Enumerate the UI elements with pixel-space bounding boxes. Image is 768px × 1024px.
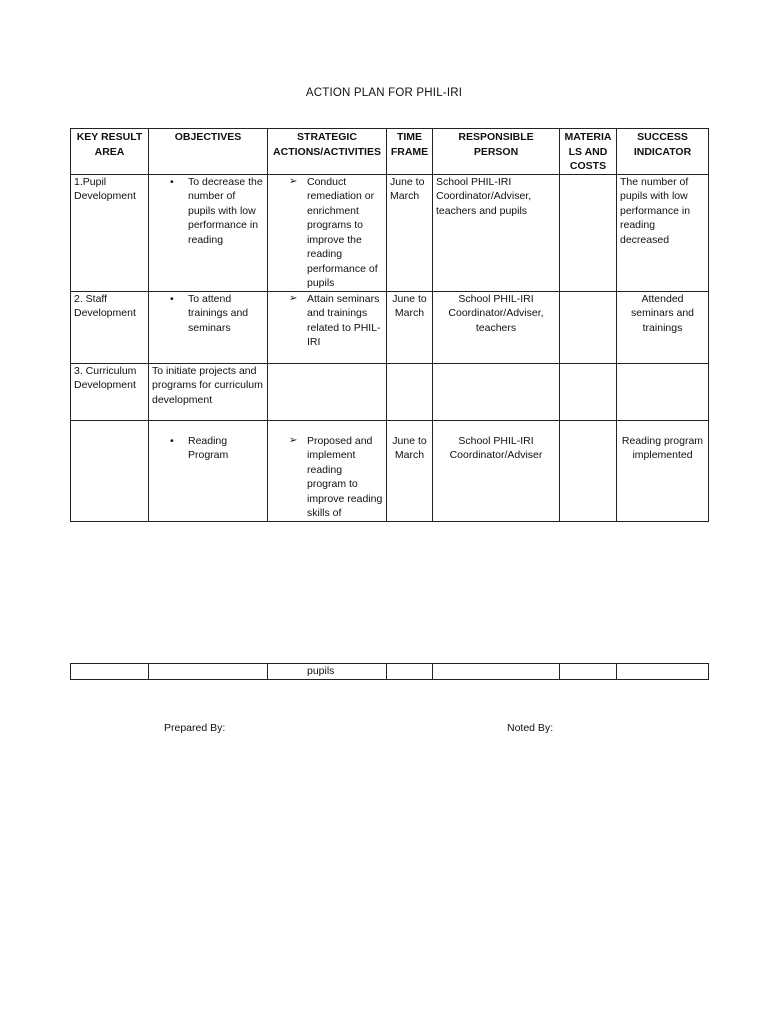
cell-action — [268, 363, 387, 420]
header-key-result-area: KEY RESULT AREA — [71, 129, 149, 175]
cell-success-indicator — [617, 363, 709, 420]
header-time-frame: TIME FRAME — [387, 129, 433, 175]
document-title: ACTION PLAN FOR PHIL-IRI — [305, 87, 463, 99]
header-responsible-person: RESPONSIBLE PERSON — [433, 129, 560, 175]
cell-responsible-person: School PHIL-IRI Coordinator/Adviser, teachers — [433, 291, 560, 363]
cell-responsible-person: School PHIL-IRI Coordinator/Adviser — [433, 420, 560, 521]
cell-action — [268, 420, 387, 521]
cell-key-result-area: 3. Curriculum Development — [71, 363, 149, 420]
cell-key-result-area — [71, 420, 149, 521]
cell-success-indicator: The number of pupils with low performance in reading decreased — [617, 174, 709, 291]
cell-responsible-person — [433, 363, 560, 420]
cell-objective — [149, 291, 268, 363]
table-row — [71, 174, 709, 291]
cell-objective — [149, 420, 268, 521]
cell-time-frame: June to March — [387, 291, 433, 363]
cell-responsible-person: School PHIL-IRI Coordinator/Adviser, teachers and pupils — [433, 174, 560, 291]
cell-materials-costs — [560, 291, 617, 363]
action-item: ➢ Proposed and implement reading program to improve reading skills of — [307, 434, 383, 521]
table-row — [71, 291, 709, 363]
cell-success-indicator: Attended seminars and trainings — [617, 291, 709, 363]
header-success-indicator: SUCCESS INDICATOR — [617, 129, 709, 175]
objective-item: • To attend trainings and seminars — [188, 292, 264, 336]
cell-objective — [149, 174, 268, 291]
cell-materials-costs — [560, 174, 617, 291]
table-header-row — [71, 129, 709, 175]
cell-action: pupils — [268, 664, 387, 680]
cell-success-indicator: Reading program implemented — [617, 420, 709, 521]
objective-item: • Reading Program — [188, 434, 264, 463]
table-row — [71, 420, 709, 521]
prepared-by-label: Prepared By: — [164, 722, 226, 734]
objective-item: • To decrease the number of pupils with low performance in reading — [188, 175, 264, 248]
cell-materials-costs — [560, 420, 617, 521]
cell-objective — [149, 664, 268, 680]
cell-key-result-area: 2. Staff Development — [71, 291, 149, 363]
cell-key-result-area — [71, 664, 149, 680]
cell-objective: To initiate projects and programs for curriculum development — [149, 363, 268, 420]
cell-time-frame — [387, 664, 433, 680]
cell-action — [268, 291, 387, 363]
cell-key-result-area: 1.Pupil Development — [71, 174, 149, 291]
header-materials-costs: MATERIA LS AND COSTS — [560, 129, 617, 175]
cell-materials-costs — [560, 363, 617, 420]
cell-time-frame — [387, 363, 433, 420]
action-plan-table — [70, 128, 709, 522]
noted-by-label: Noted By: — [507, 722, 554, 734]
action-item: ➢ Attain seminars and trainings related to PHIL-IRI — [307, 292, 383, 350]
action-item: ➢ Conduct remediation or enrichment programs to improve the reading performance of pupils — [307, 175, 383, 291]
cell-action — [268, 174, 387, 291]
cell-time-frame: June to March — [387, 420, 433, 521]
table-row — [71, 664, 709, 680]
header-strategic-actions: STRATEGIC ACTIONS/ACTIVITIES — [268, 129, 387, 175]
header-objectives: OBJECTIVES — [149, 129, 268, 175]
cell-responsible-person — [433, 664, 560, 680]
table-row — [71, 363, 709, 420]
cell-time-frame: June to March — [387, 174, 433, 291]
cell-success-indicator — [617, 664, 709, 680]
cell-materials-costs — [560, 664, 617, 680]
action-plan-table-continuation — [70, 663, 709, 680]
